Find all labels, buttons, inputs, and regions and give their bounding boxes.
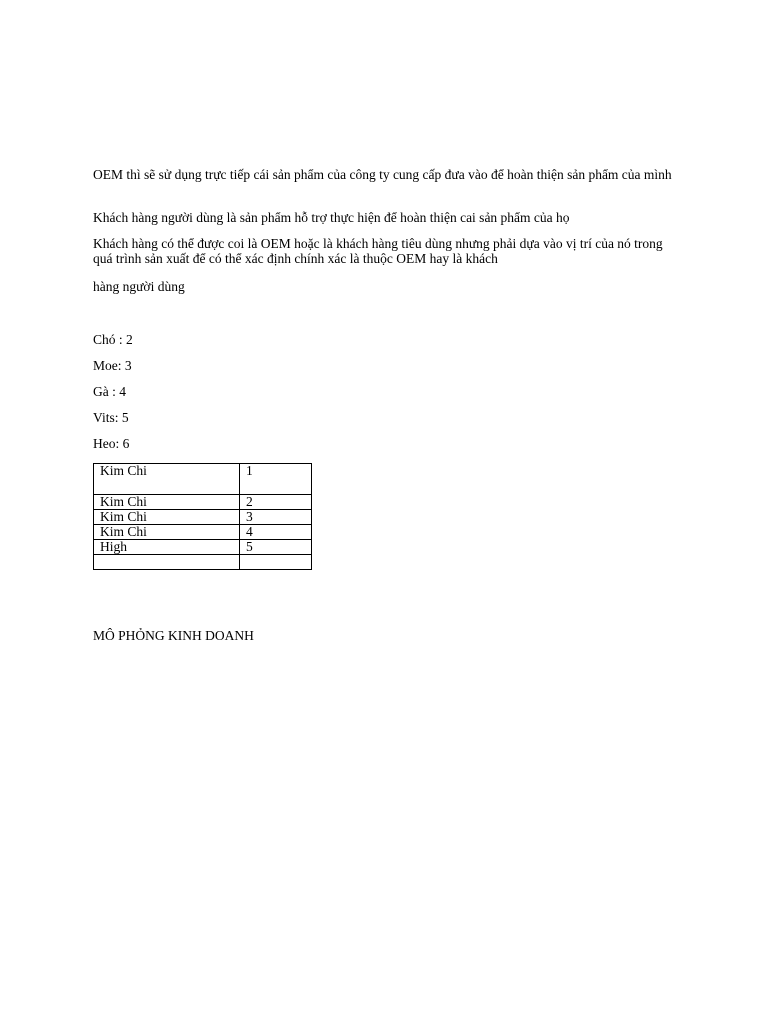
- table-cell-name: Kim Chi: [94, 510, 240, 525]
- section-heading: MÔ PHỎNG KINH DOANH: [93, 628, 254, 643]
- table-cell-value: 2: [240, 495, 312, 510]
- table-cell-name: [94, 555, 240, 570]
- list-item: Chó : 2: [93, 332, 133, 347]
- table-cell-value: [240, 555, 312, 570]
- data-table: [93, 463, 312, 570]
- list-item: Moe: 3: [93, 358, 132, 373]
- table-row: [94, 555, 312, 570]
- list-item: Gà : 4: [93, 384, 126, 399]
- table-row: [94, 464, 312, 495]
- table-row: [94, 540, 312, 555]
- table-cell-name: Kim Chi: [94, 495, 240, 510]
- table-cell-name: High: [94, 540, 240, 555]
- paragraph-oem: OEM thì sẽ sử dụng trực tiếp cái sản phẩm của công ty cung cấp đưa vào để hoàn thiện sản phẩm của mình: [93, 167, 672, 182]
- paragraph-customer: Khách hàng có thể được coi là OEM hoặc là khách hàng tiêu dùng nhưng phải dựa vào vị trí của nó trong quá trình sản xuất để có thể xác định chính xác là thuộc OEM hay là khách: [93, 236, 663, 266]
- list-item: Heo: 6: [93, 436, 130, 451]
- table-cell-value: 5: [240, 540, 312, 555]
- table-cell-value: 3: [240, 510, 312, 525]
- paragraph-end-user: Khách hàng người dùng là sản phẩm hỗ trợ thực hiện để hoàn thiện cai sản phẩm của họ: [93, 210, 570, 225]
- table-cell-value: 4: [240, 525, 312, 540]
- table-row: [94, 510, 312, 525]
- table-cell-name: Kim Chi: [94, 464, 240, 495]
- paragraph-continuation: hàng người dùng: [93, 279, 185, 294]
- table-row: [94, 495, 312, 510]
- list-item: Vits: 5: [93, 410, 129, 425]
- table-cell-name: Kim Chi: [94, 525, 240, 540]
- table-cell-value: 1: [240, 464, 312, 495]
- table-row: [94, 525, 312, 540]
